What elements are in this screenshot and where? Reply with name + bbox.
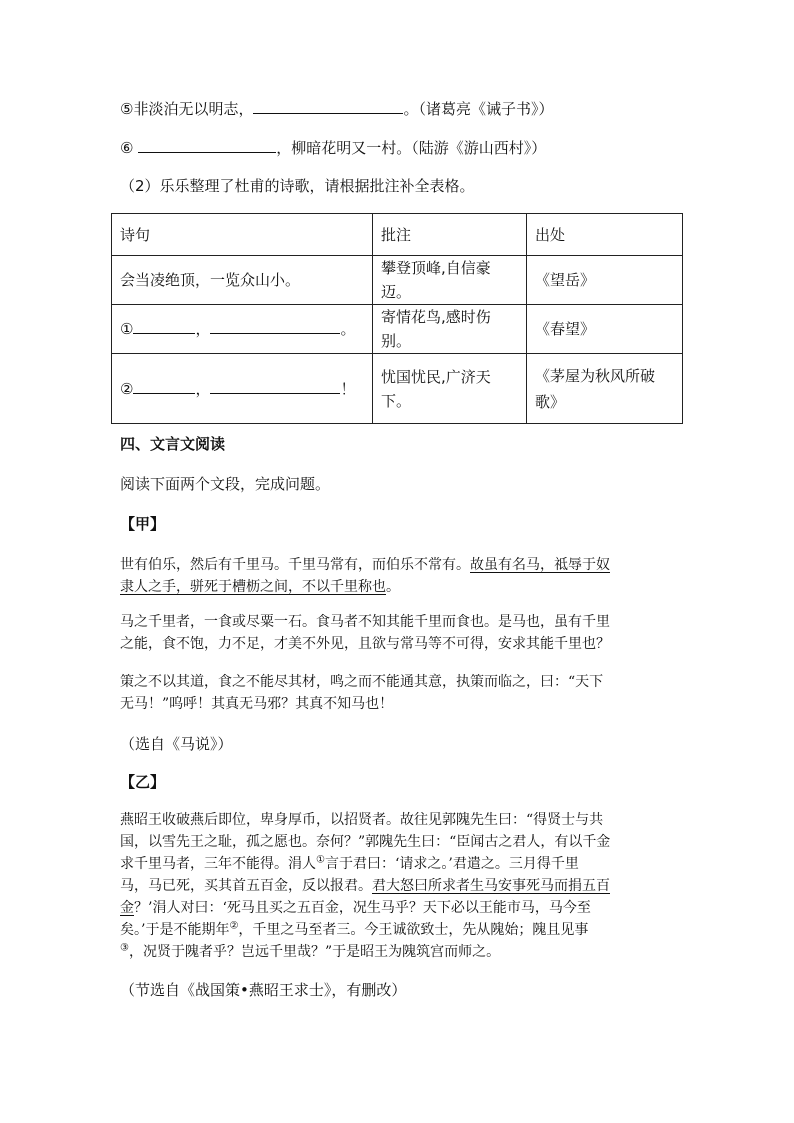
yi-line-3-b: 言于君曰：‘请求之。’君遣之。三月得千里 [324, 856, 579, 872]
row2-number: ① [120, 320, 134, 338]
q6-text: ，柳暗花明又一村。（陆游《游山西村》） [276, 139, 547, 157]
passage-jia-label: 【甲】 [120, 515, 166, 533]
yi-line-4-underlined: 君大怒曰所求者生马安事死马而捐五百 [372, 878, 610, 894]
header-note: 批注 [373, 214, 527, 256]
row2-source: 《春望》 [527, 305, 683, 354]
yi-line-6 [120, 920, 588, 940]
footnote-marker-3: ③ [120, 942, 129, 954]
table-row [112, 354, 683, 424]
jia-p1-end: 。 [386, 579, 400, 595]
row3-separator: ， [195, 379, 211, 398]
jia-p1-underlined-2: 隶人之手，骈死于槽枥之间，不以千里称也 [120, 579, 386, 595]
jia-p1-underlined-1: 故虽有名马，祗辱于奴 [470, 557, 610, 573]
yi-line-5-b: ？’涓人对曰：‘死马且买之五百金，况生马乎？天下必以王能市马，马今至 [134, 900, 591, 916]
table-row [112, 305, 683, 354]
yi-source: （节选自《战国策•燕昭王求士》，有删改） [120, 981, 407, 999]
jia-paragraph-1-line2 [120, 577, 400, 597]
yi-line-3-a: 求千里马者，三年不能得。涓人 [120, 856, 316, 872]
row2-blank-2[interactable] [210, 318, 340, 334]
poem-table [111, 213, 683, 424]
section-title: 四、文言文阅读 [120, 435, 226, 453]
q5-answer-blank[interactable] [253, 98, 403, 114]
row2-note: 寄情花鸟,感时伤别。 [373, 305, 527, 354]
passage-yi-label: 【乙】 [120, 773, 166, 791]
row1-note: 攀登顶峰,自信豪迈。 [373, 256, 527, 305]
row3-number: ② [120, 379, 134, 398]
row3-end-mark: ！ [340, 379, 356, 398]
footnote-marker-1: ① [316, 854, 325, 866]
yi-line-1: 燕昭王收破燕后即位，卑身厚币，以招贤者。故往见郭隗先生曰：“得贤士与共 [120, 812, 604, 828]
section-instruction: 阅读下面两个文段，完成问题。 [120, 475, 331, 493]
row3-source [527, 354, 683, 424]
header-verse: 诗句 [112, 214, 373, 256]
row2-blank-1[interactable] [133, 318, 195, 334]
question-2-prompt: （2）乐乐整理了杜甫的诗歌，请根据批注补全表格。 [120, 177, 475, 195]
jia-paragraph-2-line1: 马之千里者，一食或尽粟一石。食马者不知其能千里而食也。是马也，虽有千里 [120, 614, 610, 630]
jia-paragraph-3-line1: 策之不以其道，食之不能尽其材，鸣之而不能通其意，执策而临之，曰：“天下 [120, 674, 604, 690]
q5-text: 非淡泊无以明志， [133, 100, 254, 118]
q6-number: ⑥ [120, 139, 134, 157]
row2-verse [112, 305, 373, 354]
table-header-row [112, 214, 683, 256]
yi-line-4-a: 马，马已死，买其首五百金，反以报君。 [120, 878, 372, 894]
q6-answer-blank[interactable] [138, 137, 276, 153]
row3-blank-1[interactable] [133, 378, 195, 394]
row1-source: 《望岳》 [527, 256, 683, 305]
footnote-marker-2: ② [229, 920, 239, 932]
row3-source-line1: 《茅屋为秋风所破 [535, 366, 656, 385]
yi-line-4 [120, 876, 610, 896]
question-5-line [120, 98, 553, 119]
header-source: 出处 [527, 214, 683, 256]
yi-line-6-a: 矣。’于是不能期年 [120, 922, 230, 938]
yi-line-3 [120, 854, 579, 874]
jia-paragraph-3-line2: 无马！”呜呼！其真无马邪？其真不知马也！ [120, 696, 394, 712]
table-row [112, 256, 683, 305]
yi-line-5 [120, 898, 591, 918]
row2-end-mark: 。 [340, 320, 356, 338]
yi-line-5-underlined: 金 [120, 900, 134, 916]
jia-p1-text: 世有伯乐，然后有千里马。千里马常有，而伯乐不常有。 [120, 557, 470, 573]
q5-number: ⑤ [120, 100, 134, 118]
q5-source: 。（诸葛亮《诫子书》） [403, 100, 554, 118]
row3-note: 忧国忧民,广济天下。 [373, 354, 527, 424]
row3-source-line2: 歌》 [535, 392, 566, 411]
question-6-line [120, 137, 546, 158]
row2-separator: ， [195, 320, 211, 338]
yi-line-7-text: ，况贤于隗者乎？岂远千里哉？”于是昭王为隗筑宫而师之。 [128, 944, 501, 960]
row1-verse: 会当凌绝顶，一览众山小。 [112, 256, 373, 305]
yi-line-2: 国，以雪先王之耻，孤之愿也。奈何？”郭隗先生曰：“臣闻古之君人，有以千金 [120, 834, 611, 850]
jia-source: （选自《马说》） [120, 735, 233, 753]
yi-line-6-b: ，千里之马至者三。今王诚欲致士，先从隗始；隗且见事 [238, 922, 589, 938]
row3-blank-2[interactable] [210, 378, 340, 394]
jia-paragraph-2-line2: 之能，食不饱，力不足，才美不外见，且欲与常马等不可得，安求其能千里也？ [120, 636, 610, 652]
row3-verse [112, 354, 373, 424]
yi-line-7 [120, 942, 500, 962]
jia-paragraph-1-line1 [120, 555, 610, 575]
